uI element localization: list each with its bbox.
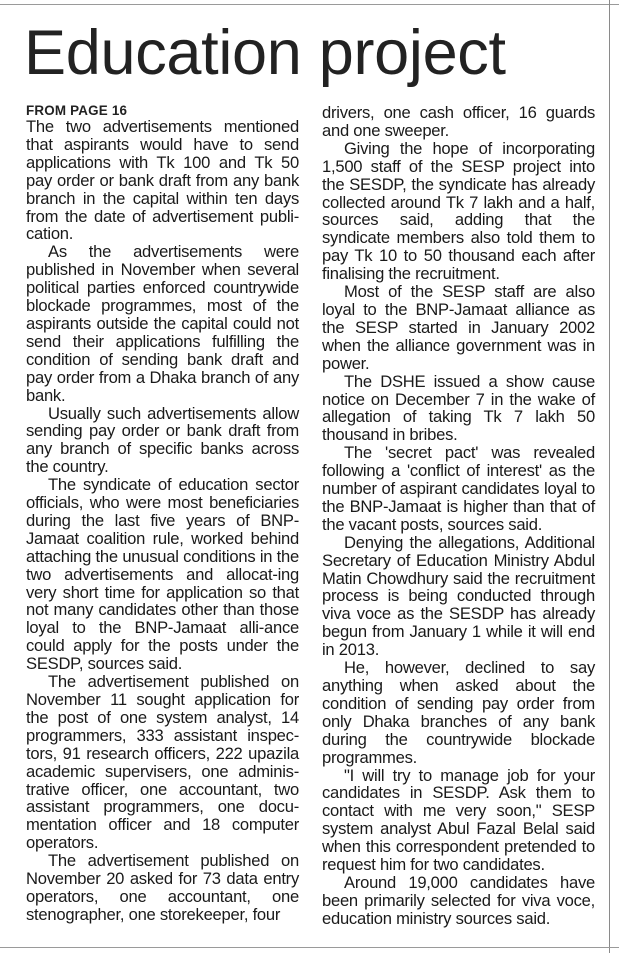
right-column-rule bbox=[609, 0, 610, 953]
article-paragraph: He, however, declined to say anything when asked about the condition of sending pay order from only Dhaka branches of any bank during the countrywide blockade programmes. bbox=[322, 658, 595, 767]
article-paragraph: The syndicate of education sector officials, who were most beneficiaries during the last five years of BNP-Jamaat coalition rule, worked behind attaching the unusual conditions in the two advertisements and allocat-ing very short time for application so that not many candidates other than those loyal to the BNP-Jamaat alli-ance could apply for the posts under the SESDP, sources said. bbox=[26, 475, 299, 674]
article-column-right bbox=[322, 104, 595, 928]
article-paragraph: The DSHE issued a show cause notice on December 7 in the wake of allegation of taking Tk 7 lakh 50 thousand in bribes. bbox=[322, 371, 595, 445]
article-headline: Education project bbox=[24, 18, 506, 88]
article-paragraph: As the advertisements were published in November when several political parties enforced countrywide blockade programmes, most of the aspirants outside the capital could not send their applications fulfilling the condition of sending bank draft and pay order from a Dhaka branch of any bank. bbox=[26, 242, 299, 405]
article-paragraph: Usually such advertisements allow sending pay order or bank draft from any branch of specific banks across the country. bbox=[26, 403, 299, 477]
article-paragraph: The 'secret pact' was revealed following a 'conflict of interest' as the number of aspirant candidates loyal to the BNP-Jamaat is higher than that of the vacant posts, sources said. bbox=[322, 443, 595, 534]
article-paragraph: The advertisement published on November 20 asked for 73 data entry operators, one accountant, one stenographer, one storekeeper, four bbox=[26, 851, 299, 924]
article-paragraph: The advertisement published on November 11 sought application for the post of one system analyst, 14 programmers, 333 assistant inspec-tors, 91 research officers, 222 upazila academic supervisers, one adminis-trative officer, one accountant, two assistant programmers, one docu-mentation officer and 18 computer operators. bbox=[26, 672, 299, 853]
article-paragraph: drivers, one cash officer, 16 guards and one sweeper. bbox=[322, 103, 595, 140]
article-column-left bbox=[26, 104, 299, 924]
article-paragraph: Denying the allegations, Additional Secretary of Education Ministry Abdul Matin Chowdhury said the recruitment process is being conducted through viva voce as the SESDP has already begun from January 1 while it will end in 2013. bbox=[322, 532, 595, 660]
top-rule bbox=[0, 4, 619, 5]
jump-line: FROM PAGE 16 bbox=[26, 103, 128, 118]
article-paragraph: Most of the SESP staff are also loyal to the BNP-Jamaat alliance as the SESP started in January 2002 when the alliance government was in power. bbox=[322, 282, 595, 373]
article-paragraph: Giving the hope of incorporating 1,500 staff of the SESP project into the SESDP, the syndicate has already collected around Tk 7 lakh and a half, sources said, adding that the syndicate members also told them to pay Tk 10 to 50 thousand each after finalising the recruitment. bbox=[322, 138, 595, 284]
article-paragraph: Around 19,000 candidates have been primarily selected for viva voce, education ministry sources said. bbox=[322, 872, 595, 928]
bottom-rule bbox=[0, 947, 619, 948]
article-paragraph: "I will try to manage job for your candidates in SESDP. Ask them to contact with me very soon," SESP system analyst Abul Fazal Belal said when this correspondent pretended to request him for two candidates. bbox=[322, 765, 595, 875]
article-paragraph: The two advertisements mentioned that aspirants would have to send applications with Tk 100 and Tk 50 pay order or bank draft from any bank branch in the capital within ten days from the date of advertisement publi-cation. bbox=[26, 117, 299, 244]
